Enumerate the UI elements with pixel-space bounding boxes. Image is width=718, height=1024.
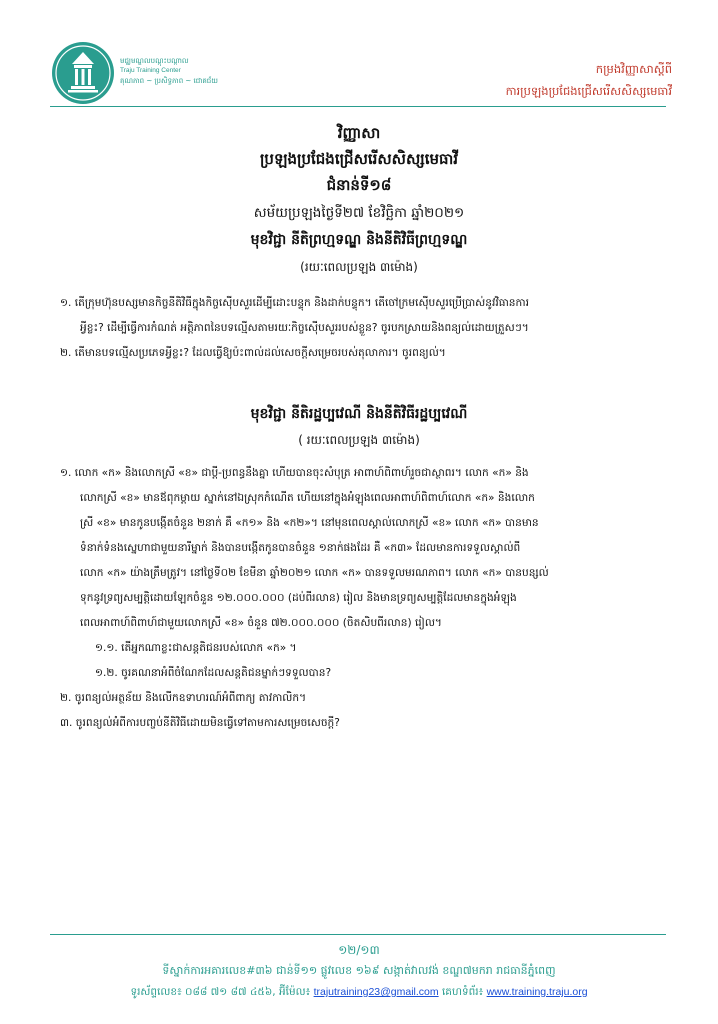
section2-subquestion: ១.១. តើអ្នកណាខ្លះជាសន្តតិជនរបស់លោក «ក» ។: [95, 642, 297, 654]
section2-question-line: ៣. ចូរពន្យល់អំពីការបញ្ចប់នីតិវិធីដោយមិនធ្វើទៅតាមការសម្រេចសេចក្ដី?: [60, 717, 340, 729]
footer-web-label: គេហទំព័រ៖: [441, 986, 484, 998]
footer-contact: [0, 986, 718, 1001]
section1-question-line: ២. តើមានបទល្មើសប្រភេទអ្វីខ្លះ? ដែលធ្វើឱ្យប៉ះពាល់ដល់សេចក្ដីសម្រេចរបស់តុលាការ។ ចូរពន្យល់។: [60, 347, 446, 359]
footer-email-link[interactable]: trajutraining23@gmail.com: [313, 986, 439, 998]
section2-question-line: លោកស្រី «ខ» មានឪពុកម្ដាយ ស្នាក់នៅឯស្រុកកំណើត ហើយនៅក្នុងអំឡុងពេលអាពាហ៍ពិពាហ៍លោក «ក» និងលោក: [80, 492, 535, 504]
footer-phone: ទូរស័ព្ទលេខ៖ ០៨៨ ៧១ ៨៧ ៤៥៦, អ៊ីម៉ែល៖: [130, 986, 311, 998]
header-divider: [50, 106, 666, 107]
section2-question-line: ទំនាក់ទំនងស្នេហាជាមួយនារីម្នាក់ និងបានបង្កើតកូនបានចំនួន ១នាក់ផងដែរ គឺ «ក៣» ដែលមានការទទួលស្គាល់ពី: [80, 542, 521, 554]
section2-question-line: ២. ចូរពន្យល់អត្ថន័យ និងលើកឧទាហរណ៍អំពីពាក្យ តាវកាលិក។: [60, 692, 307, 704]
logo-line-motto: គុណភាព ~ ប្រសិទ្ធភាព ~ ជោគជ័យ: [120, 77, 218, 85]
exam-generation: ជំនាន់ទី១៨: [326, 176, 392, 194]
header-series-line-2: ការប្រឡងប្រជែងជ្រើសរើសសិស្សមេធាវី: [505, 84, 672, 98]
exam-date: សម័យប្រឡងថ្ងៃទី២៧ ខែវិច្ឆិកា ឆ្នាំ២០២១: [253, 205, 465, 221]
logo-text: [120, 56, 270, 86]
section1-question-line: ១. តើក្រុមហ៊ុនបស្ស​មានកិច្ចនីតិវិធីក្នុងកិច្ចស៊ើបសួរដើម្បីដោះបន្ទុក និងដាក់បន្ទុក។ តើចៅក្រមស៊ើបសួរប្រើប្រាស់នូវវិធានការ: [60, 297, 529, 309]
logo-line-en: Traju Training Center: [120, 67, 181, 74]
section2-question-line: លោក «ក» យ៉ាងត្រឹមត្រូវ។ នៅថ្ងៃទី០២ ខែមីនា ឆ្នាំ២០២១ លោក «ក» បានទទួលមរណភាព។ លោក «ក» បានបន្សល់: [80, 567, 549, 579]
section2-question-line: ១. លោក «ក» និងលោកស្រី «ខ» ជាប្ដី-ប្រពន្ធនឹងគ្នា ហើយបានចុះសំបុត្រ អាពាហ៍ពិពាហ៍រួចជាស្ថាពរ។ លោក «ក» និង: [60, 467, 529, 479]
footer-address: ទីស្នាក់ការអគារលេខ#៣៦ ជាន់ទី១១ ផ្លូវលេខ ១៦៩ សង្កាត់វាលវង់ ខណ្ឌ៧មករា រាជធានីភ្នំពេញ: [162, 964, 556, 977]
section2-subquestion: ១.២. ចូរគណនាអំពីចំណែកដែលសន្តតិជនម្នាក់ៗទទួលបាន?: [95, 667, 332, 679]
header-series-line-1: កម្រងវិញ្ញាសាស្ដីពី: [595, 62, 672, 76]
section1-question-line: អ្វីខ្លះ? ដើម្បីធ្វើការកំណត់ អត្តិភាពនៃបទល្មើសតាមរយៈកិច្ចស៊ើបសួររបស់ខ្លួន? ចូរបកស្រាយនិងពន្យល់ដោយត្រួសៗ។: [80, 322, 529, 334]
exam-title: វិញ្ញាសា: [337, 124, 381, 142]
section2-question-line: ទុកនូវទ្រព្យសម្បត្តិដោយឡែកចំនួន ១២.០០០.០០០ (ដប់ពីរលាន) រៀល និងមានទ្រព្យសម្បត្តិដែលមានក្នុងអំឡុង: [80, 592, 517, 604]
footer-divider: [50, 934, 666, 935]
header-series-title: [506, 58, 672, 102]
footer-website-link[interactable]: www.training.traju.org: [486, 986, 588, 998]
logo-line-km: មជ្ឈមណ្ឌលបណ្ដុះបណ្ដាល: [120, 57, 189, 65]
section1-heading: មុខវិជ្ជា នីតិព្រហ្មទណ្ឌ និងនីតិវិធីព្រហ្មទណ្ឌ: [250, 232, 468, 248]
section2-question-line: ពេលអាពាហ៍ពិពាហ៍ជាមួយលោកស្រី «ខ» ចំនួន ៧២.០០០.០០០ (ចិតសិបពីរលាន) រៀល។: [80, 617, 442, 629]
traju-logo-icon: [50, 40, 116, 106]
page-number: ១២/១៣: [338, 943, 380, 957]
section2-duration: ( រយៈពេលប្រឡង ៣ម៉ោង): [298, 433, 420, 447]
exam-name: ប្រឡងប្រជែងជ្រើសរើសសិស្សមេធាវី: [259, 150, 459, 168]
section1-duration: (រយៈពេលប្រឡង ៣ម៉ោង): [300, 260, 418, 274]
section2-heading: មុខវិជ្ជា នីតិរដ្ឋប្បវេណី និងនីតិវិធីរដ្ឋប្បវេណី: [250, 406, 468, 422]
section2-question-line: ស្រី «ខ» មានកូនបង្កើតចំនួន ២នាក់ គឺ «ក១» និង «ក២»។ នៅមុនពេលស្គាល់លោកស្រី «ខ» លោក «ក» បានមាន: [80, 517, 539, 529]
